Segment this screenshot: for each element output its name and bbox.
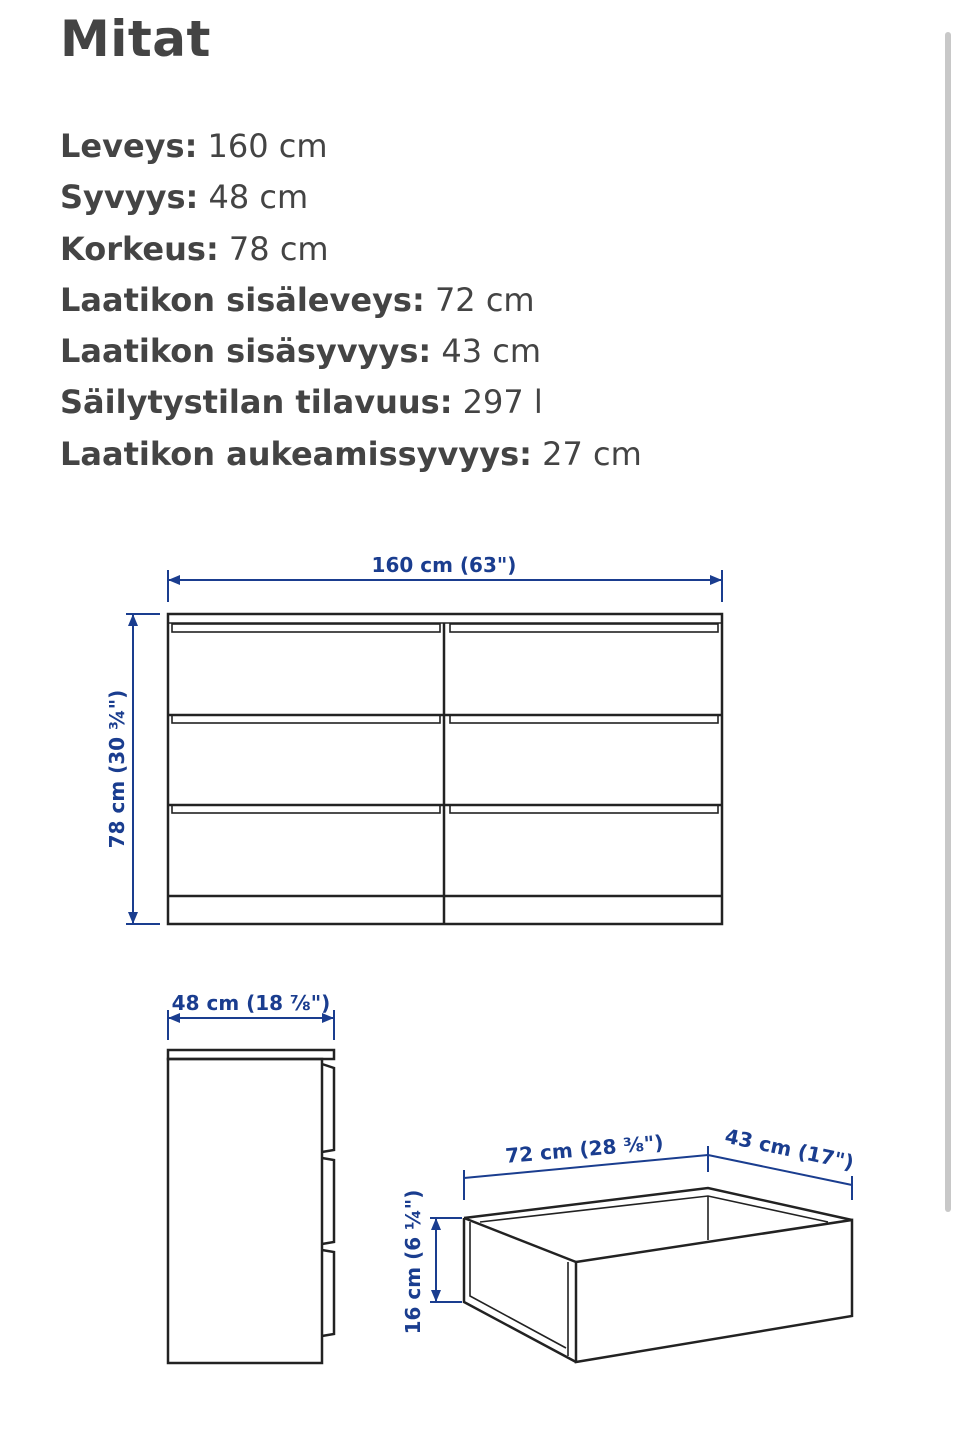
spec-value: 78 cm [228,229,329,268]
spec-label: Laatikon aukeamissyvyys: [60,434,532,473]
side-top-panel [168,1050,334,1059]
drawer-left-top-edge [464,1218,576,1262]
spec-value: 160 cm [207,127,328,165]
side-view [168,991,334,1363]
drawer-view [401,1124,856,1362]
spec-value: 48 cm [208,178,309,217]
drawer-width-label: 72 cm (28 ⅜") [504,1130,665,1168]
front-height-label: 78 cm (30 ¾") [105,689,129,849]
spec-value: 72 cm [434,280,535,319]
drawer-gap [450,624,718,632]
arrow-head [431,1218,441,1230]
arrow-head [168,575,180,585]
drawer-depth-label: 43 cm (17") [722,1123,857,1175]
side-body [168,1059,322,1363]
front-width-label: 160 cm (63") [371,553,517,577]
arrow-head [710,575,722,585]
spec-label: Korkeus: [60,229,219,268]
side-drawer-front [322,1250,334,1336]
spec-value: 27 cm [542,434,642,473]
spec-label: Leveys: [60,127,198,165]
side-drawer-front [322,1158,334,1244]
drawer-gap [172,624,440,632]
drawer-front-panel [576,1220,852,1362]
arrow-head [128,912,138,924]
spec-label: Syvyys: [60,178,199,217]
drawer-left-inner [470,1222,566,1348]
spec-value: 297 l [462,383,543,422]
drawer-height-label: 16 cm (6 ¼") [401,1189,425,1335]
arrow-head [128,614,138,626]
side-depth-label: 48 cm (18 ⅞") [171,991,331,1015]
spec-label: Laatikon sisäsyvyys: [60,332,432,371]
spec-label: Säilytystilan tilavuus: [60,383,453,422]
front-view [105,553,722,924]
arrow-head [431,1290,441,1302]
spec-label: Laatikon sisäleveys: [60,280,425,319]
page-title: Mitat [60,10,211,68]
spec-value: 43 cm [441,332,541,371]
side-drawer-front [322,1064,334,1152]
